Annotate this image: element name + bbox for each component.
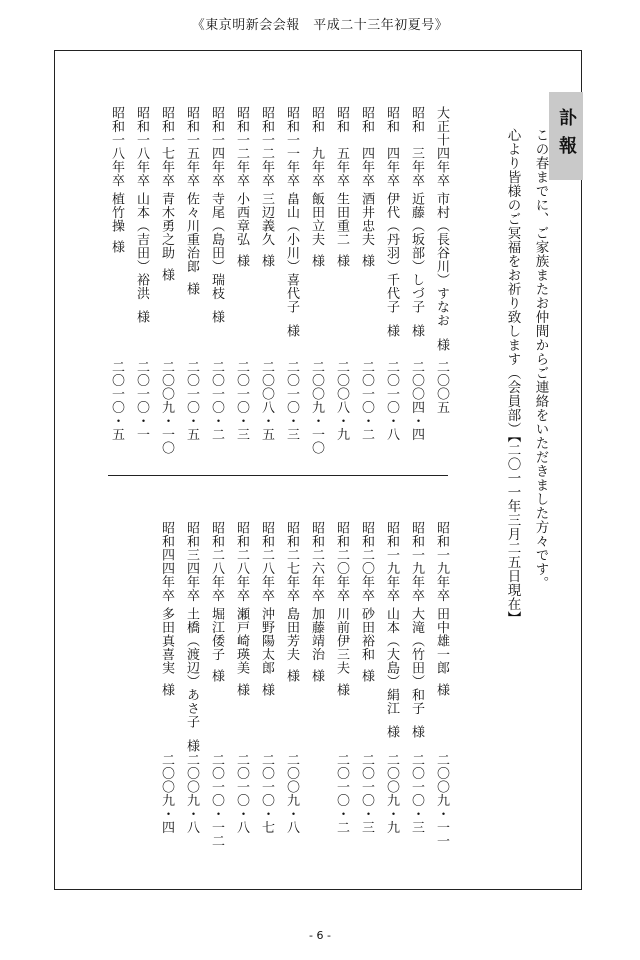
entry-date: 二〇一〇・八 [234, 753, 249, 834]
entry-year: 昭和一一年卒 [284, 106, 299, 187]
obituary-entry [257, 521, 273, 866]
entry-year: 昭和一九年卒 [409, 521, 424, 602]
entry-year: 昭和 五年卒 [334, 106, 349, 187]
intro-line-1: この春までに、ご家族またお仲間からご連絡をいただきました方々です。 [532, 128, 549, 590]
entry-date: 二〇〇四・四 [409, 360, 424, 441]
entry-year: 昭和四四年卒 [159, 521, 174, 602]
entry-name: 瀬戸崎瑛美 [234, 607, 249, 675]
entry-year: 昭和二〇年卒 [359, 521, 374, 602]
entry-honorific: 様 [209, 310, 224, 324]
obituary-entry [107, 106, 124, 441]
entry-date: 二〇一〇・二 [209, 360, 224, 441]
entry-year: 昭和一四年卒 [209, 106, 224, 187]
entry-date: 二〇一〇・二 [334, 753, 349, 834]
entry-date: 二〇〇九・八 [284, 753, 299, 834]
entry-name: 飯田立夫 [309, 192, 324, 246]
entry-year: 大正十四年卒 [434, 106, 449, 187]
entry-honorific: 様 [134, 310, 149, 324]
entry-name: 川前伊三夫 [334, 607, 349, 675]
obituary-entry [432, 106, 448, 426]
entry-name: 加藤靖治 [309, 607, 324, 661]
obituary-entry [307, 521, 323, 866]
entry-honorific: 様 [259, 683, 274, 697]
entry-honorific: 様 [309, 254, 324, 268]
entry-name: 大滝（竹田）和子 [409, 607, 424, 715]
entry-honorific: 様 [359, 254, 374, 268]
entry-honorific: 様 [384, 725, 399, 739]
obituary-entry [157, 521, 173, 866]
entry-date: 二〇〇九・一一 [434, 753, 449, 848]
entry-name: 植竹操 [109, 192, 124, 233]
entry-honorific: 様 [284, 324, 299, 338]
entry-name: 島田芳夫 [284, 607, 299, 661]
entry-honorific: 様 [309, 669, 324, 683]
entry-name: 堀江倭子 [209, 607, 224, 661]
obituary-entry [182, 106, 199, 441]
obituary-entry [357, 106, 374, 441]
obituary-entry [182, 521, 198, 866]
entry-year: 昭和 四年卒 [384, 106, 399, 187]
entry-date: 二〇〇八・九 [334, 360, 349, 441]
entry-name: 青木勇之助 [159, 192, 174, 260]
entry-name: 伊代（丹羽）千代子 [384, 192, 399, 314]
entry-date: 二〇一〇・三 [234, 360, 249, 441]
entry-honorific: 様 [184, 282, 199, 296]
entry-date: 二〇一〇・一二 [209, 753, 224, 848]
newsletter-header: 《東京明新会会報 平成二十三年初夏号》 [191, 18, 449, 33]
entry-honorific: 様 [259, 254, 274, 268]
entry-name: 近藤（坂部）しづ子 [409, 192, 424, 314]
entry-year: 昭和 九年卒 [309, 106, 324, 187]
obituary-entry [332, 521, 348, 866]
entry-date: 二〇〇九・九 [384, 753, 399, 834]
entry-date: 二〇〇九・八 [184, 753, 199, 834]
entry-honorific: 様 [409, 725, 424, 739]
intro-line-2: 心より皆様のご冥福をお祈り致します（会員部）【二〇一一年三月二五日現在】 [504, 128, 521, 626]
section-divider [108, 475, 448, 476]
entry-honorific: 様 [334, 683, 349, 697]
entry-honorific: 様 [159, 268, 174, 282]
obituary-entry [307, 106, 324, 455]
entry-year: 昭和二八年卒 [234, 521, 249, 602]
obituary-entry [332, 106, 349, 441]
entry-date: 二〇一〇・二 [359, 360, 374, 441]
entry-year: 昭和二〇年卒 [334, 521, 349, 602]
entry-name: 酒井忠夫 [359, 192, 374, 246]
entry-date: 二〇一〇・七 [259, 753, 274, 834]
obituary-entry [282, 521, 298, 866]
entry-honorific: 様 [434, 683, 449, 697]
entry-year: 昭和一九年卒 [434, 521, 449, 602]
entry-year: 昭和一二年卒 [259, 106, 274, 187]
obituary-entry [132, 106, 149, 441]
entry-honorific: 様 [434, 338, 449, 352]
entry-year: 昭和二八年卒 [209, 521, 224, 602]
obituary-entry [282, 106, 299, 441]
entry-name: 寺尾（島田）瑞枝 [209, 192, 224, 300]
entry-honorific: 様 [384, 324, 399, 338]
entry-year: 昭和一五年卒 [184, 106, 199, 187]
entry-name: 砂田裕和 [359, 607, 374, 661]
entry-honorific: 様 [284, 669, 299, 683]
entry-honorific: 様 [209, 669, 224, 683]
entry-date: 二〇一〇・八 [384, 360, 399, 441]
obituary-entry [157, 106, 174, 455]
entry-name: 土橋（渡辺）あさ子 [184, 607, 199, 729]
entry-year: 昭和三四年卒 [184, 521, 199, 602]
entry-date: 二〇一〇・三 [409, 753, 424, 834]
entry-honorific: 様 [109, 240, 124, 254]
entry-name: 畠山（小川）喜代子 [284, 192, 299, 314]
entry-year: 昭和一九年卒 [384, 521, 399, 602]
entry-date: 二〇一〇・三 [284, 360, 299, 441]
entry-date: 二〇一〇・三 [359, 753, 374, 834]
entry-year: 昭和二七年卒 [284, 521, 299, 602]
obituary-entry [232, 521, 248, 866]
entry-year: 昭和一二年卒 [234, 106, 249, 187]
entry-name: 多田真喜実 [159, 607, 174, 675]
entry-date: 二〇一〇・一 [134, 360, 149, 441]
entry-date: 二〇〇九・一〇 [309, 360, 324, 455]
entry-year: 昭和 四年卒 [359, 106, 374, 187]
entry-year: 昭和一八年卒 [134, 106, 149, 187]
entry-honorific: 様 [234, 254, 249, 268]
entry-honorific: 様 [359, 669, 374, 683]
obituary-entry [207, 521, 223, 866]
entry-year: 昭和一八年卒 [109, 106, 124, 187]
obituary-entry [382, 521, 398, 866]
obituary-entry [407, 106, 424, 441]
entry-date: 二〇〇八・五 [259, 360, 274, 441]
obituary-entry [432, 521, 448, 866]
obituary-entry [357, 521, 373, 866]
entry-honorific: 様 [334, 254, 349, 268]
entry-date: 二〇〇五 [434, 360, 449, 414]
entry-name: 山本（吉田）裕洪 [134, 192, 149, 300]
entry-year: 昭和一七年卒 [159, 106, 174, 187]
obituary-heading-label: 訃報 [556, 108, 577, 164]
entry-name: 生田重二 [334, 192, 349, 246]
entry-year: 昭和二八年卒 [259, 521, 274, 602]
entry-honorific: 様 [409, 324, 424, 338]
entry-year: 昭和二六年卒 [309, 521, 324, 602]
entry-year: 昭和 三年卒 [409, 106, 424, 187]
entry-name: 佐々川重治郎 [184, 192, 199, 273]
obituary-entry [207, 106, 224, 441]
entry-honorific: 様 [159, 683, 174, 697]
entry-honorific: 様 [184, 739, 199, 753]
entry-name: 三辺義久 [259, 192, 274, 246]
obituary-entry [382, 106, 399, 441]
entry-honorific: 様 [234, 683, 249, 697]
entry-date: 二〇〇九・一〇 [159, 360, 174, 455]
entry-name: 市村（長谷川）すなお [434, 192, 449, 327]
entry-date: 二〇一〇・五 [109, 360, 124, 441]
obituary-entry [257, 106, 274, 441]
obituary-entry [407, 521, 423, 866]
entry-name: 小西章弘 [234, 192, 249, 246]
entry-name: 山本（大島）絹江 [384, 607, 399, 715]
obituary-entry [232, 106, 249, 441]
entry-date: 二〇〇九・四 [159, 753, 174, 834]
entry-name: 沖野陽太郎 [259, 607, 274, 675]
entry-date: 二〇一〇・五 [184, 360, 199, 441]
page-number: - 6 - [309, 929, 331, 942]
entry-name: 田中雄一郎 [434, 607, 449, 675]
obituary-heading [549, 92, 583, 180]
